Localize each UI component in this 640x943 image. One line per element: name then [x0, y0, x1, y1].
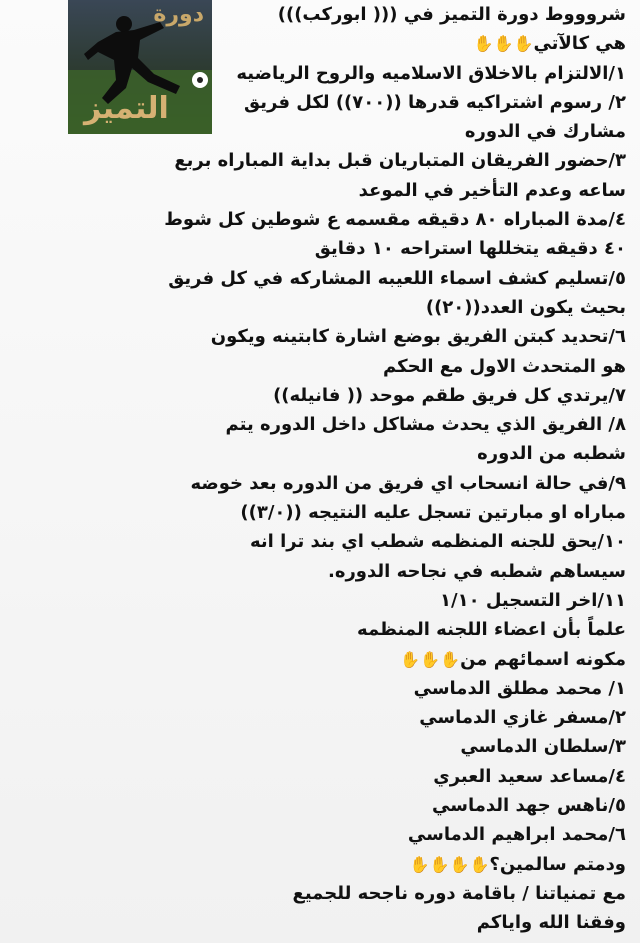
text-line [14, 498, 626, 527]
text-line-content: هو المتحدث الاول مع الحكم [383, 355, 626, 377]
raised-hand-icon: ✋ [493, 34, 514, 54]
text-line-content: ٢/ رسوم اشتراكيه قدرها ((٧٠٠)) لكل فريق [244, 91, 626, 113]
text-line-content: ٨/ الفريق الذي يحدث مشاكل داخل الدوره يتم [225, 414, 626, 436]
text-line-content: ٦/محمد ابراهيم الدماسي [407, 824, 626, 846]
text-line-content: ٥/تسليم كشف اسماء اللعيبه المشاركه في كل فريق [168, 267, 626, 289]
raised-hand-icon: ✋ [420, 649, 441, 669]
text-line-content: مع تمنياتنا / باقامة دوره ناجحه للجميع [292, 882, 626, 904]
text-line-content: ٤/مساعد سعيد العبري [433, 765, 626, 787]
text-line [14, 615, 626, 644]
text-line-content: ٧/يرتدي كل فريق طقم موحد (( فانيله)) [273, 384, 626, 406]
text-line-content: ٢/مسفر غازي الدماسي [419, 707, 626, 729]
text-line-content: ٩/في حالة انسحاب اي فريق من الدوره بعد خوضه [190, 472, 626, 494]
raised-hand-icon: ✋ [429, 854, 450, 874]
text-line [14, 410, 626, 439]
raised-hand-icon: ✋ [449, 854, 470, 874]
text-line [14, 791, 626, 820]
text-line-content: ١٠/يحق للجنه المنظمه شطب اي بند ترا انه [249, 531, 626, 553]
text-line [14, 527, 626, 556]
text-line-content: ٣/حضور الفريقان المتباريان قبل بداية المباراه بربع [174, 150, 626, 172]
text-line [14, 469, 626, 498]
text-line-content: علماً بأن اعضاء اللجنه المنظمه [357, 619, 626, 641]
text-line-content: سيساهم شطبه في نجاحه الدوره. [327, 560, 626, 582]
text-line-content: وفقنا الله واياكم [476, 912, 626, 934]
text-line-content: ١/الالتزام بالاخلاق الاسلاميه والروح الرياضيه [236, 62, 626, 84]
text-line [14, 322, 626, 351]
text-line [14, 205, 626, 234]
text-line [14, 762, 626, 791]
raised-hand-icon: ✋ [513, 34, 534, 54]
text-line [14, 586, 626, 615]
text-line-content: ١/ محمد مطلق الدماسي [413, 677, 626, 699]
text-line [14, 293, 626, 322]
text-line-content: مشارك في الدوره [464, 121, 626, 143]
raised-hand-icon: ✋ [440, 649, 461, 669]
text-line-content: ٥/ناهس جهد الدماسي [432, 795, 626, 817]
text-line [14, 557, 626, 586]
text-line [14, 645, 626, 674]
text-line-content: ودمتم سالمين؟ [489, 853, 626, 875]
text-line [14, 381, 626, 410]
text-line [14, 234, 626, 263]
text-line [14, 820, 626, 849]
text-line [14, 703, 626, 732]
text-line-content: مكونه اسمائهم من [460, 648, 626, 670]
text-line [14, 732, 626, 761]
text-line [14, 264, 626, 293]
raised-hand-icon: ✋ [409, 854, 430, 874]
text-line [14, 352, 626, 381]
text-line [14, 850, 626, 879]
raised-hand-icon: ✋ [469, 854, 490, 874]
text-line-content: ٦/تحديد كبتن الفريق بوضع اشارة كابتينه ويكون [210, 326, 626, 348]
text-line [14, 879, 626, 908]
logo-title-top: دورة [153, 2, 204, 27]
text-line-content: هي كالآتي [533, 33, 626, 55]
rules-text [14, 0, 626, 938]
text-line-content: ساعه وعدم التأخير في الموعد [358, 179, 626, 201]
text-line [14, 176, 626, 205]
text-line [214, 59, 626, 88]
text-line [214, 88, 626, 117]
text-line [14, 674, 626, 703]
text-line [14, 146, 626, 175]
text-line-content: شطبه من الدوره [477, 443, 626, 465]
text-line [14, 117, 626, 146]
text-line-content: ١١/اخر التسجيل ١/١٠ [440, 589, 626, 611]
logo-title-bottom: التميز [84, 91, 169, 126]
text-line-content: ٤/مدة المباراه ٨٠ دقيقه مقسمه ع شوطين كل شوط [164, 209, 626, 231]
text-line-content: ٣/سلطان الدماسي [460, 736, 626, 758]
text-line-content: ٤٠ دقيقه يتخللها استراحه ١٠ دقايق [314, 238, 626, 260]
raised-hand-icon: ✋ [400, 649, 421, 669]
text-line [14, 908, 626, 937]
text-line-content: مباراه او مبارتين تسجل عليه النتيجه ((٣/٠)) [240, 502, 626, 524]
text-line-content: بحيث يكون العدد((٢٠)) [425, 296, 626, 318]
text-line-content: شروووط دورة التميز في ((( ابوركب))) [277, 4, 626, 25]
text-line [214, 0, 626, 29]
text-line [214, 29, 626, 58]
raised-hand-icon: ✋ [473, 34, 494, 54]
text-line [14, 439, 626, 468]
